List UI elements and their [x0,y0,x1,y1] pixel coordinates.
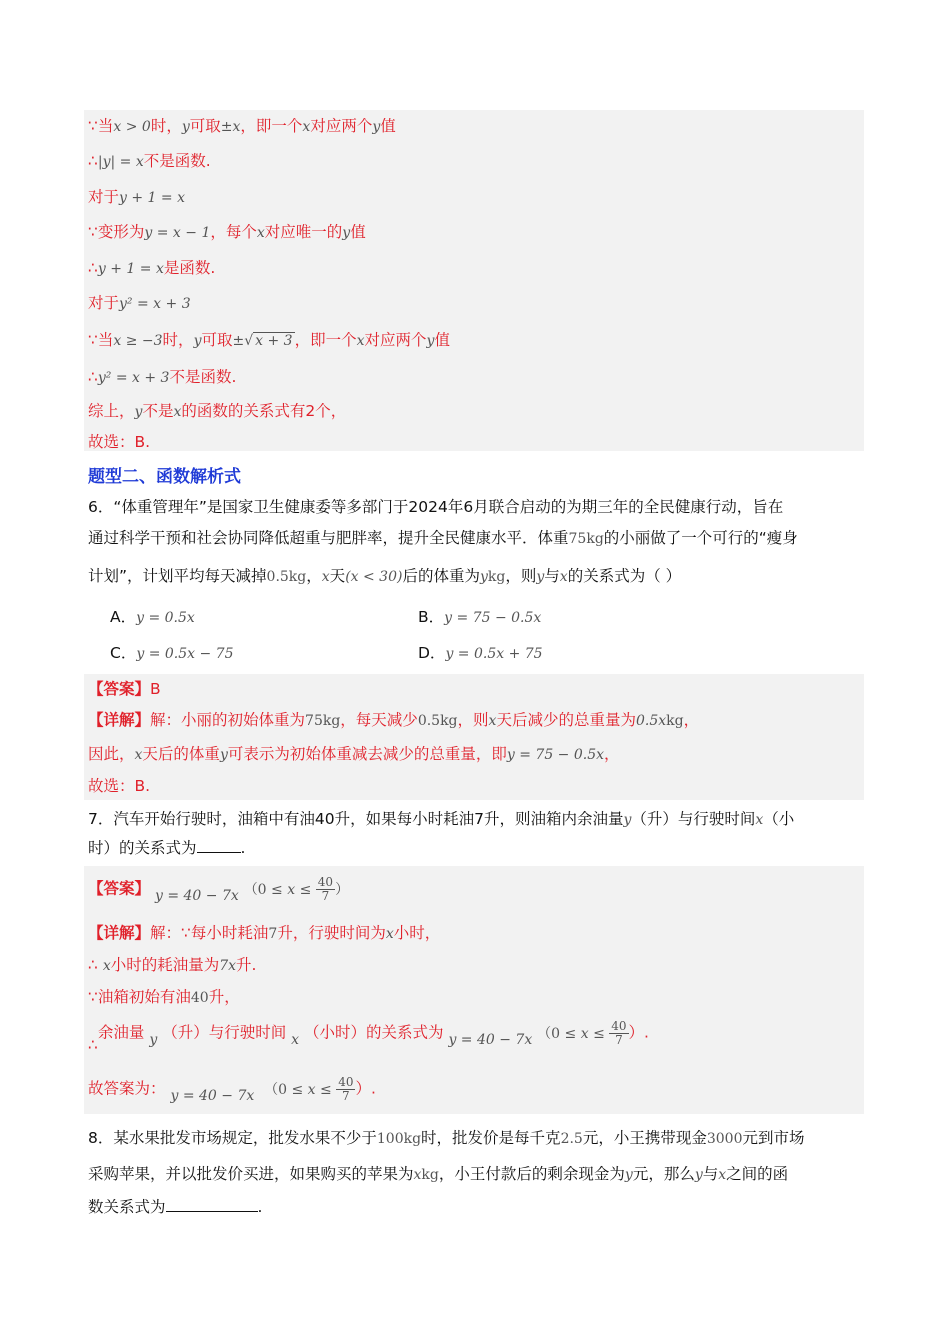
solution-box-q6 [84,674,864,800]
question-8-text: 8．某水果批发市场规定，批发水果不少于100kg时，批发价是每千克2.5元，小王携带现金3000元到市场 [88,1129,805,1147]
detail-line: ∴余油量 y （升）与行驶时间 x （小时）的关系式为 y = 40 − 7x （0 ≤ x ≤ $\frac{40}{7}$ ）. [88,1019,649,1054]
question-6-text: 6．“体重管理年”是国家卫生健康委等多部门于2024年6月联合启动的为期三年的全民健康行动，旨在 [88,498,784,516]
detail-line: 故答案为： y = 40 − 7x （0 ≤ x ≤ $\frac{40}{7}$ ）. [88,1075,376,1104]
detail-line: ∵油箱初始有油40升， [88,988,240,1006]
question-8-text: 数关系式为 . [88,1198,263,1216]
solution-line: ∵当x ≥ −3时，y可取±√ x + 3 ，即一个x对应两个y值 [88,331,450,349]
option-d[interactable]: D．y = 0.5x + 75 [418,644,543,662]
solution-line: 故选：B. [88,433,151,451]
answer-line: 【答案】B [88,680,161,698]
question-6-text: 计划”，计划平均每天减掉0.5kg，x天(x < 30)后的体重为ykg，则y与x的关系式为（ ） [88,567,682,585]
question-7-text: 时）的关系式为 . [88,839,246,857]
solution-line: 对于y + 1 = x [88,188,185,206]
answer-blank[interactable] [197,838,241,853]
solution-line: ∴y² = x + 3不是函数. [88,368,237,386]
detail-line: 故选：B. [88,777,151,795]
solution-line: ∵当x > 0时，y可取±x，即一个x对应两个y值 [88,117,396,135]
detail-line: 因此，x天后的体重y可表示为初始体重减去减少的总重量，即y = 75 − 0.5x， [88,745,620,763]
question-6-text: 通过科学干预和社会协同降低超重与肥胖率，提升全民健康水平．体重75kg的小丽做了一个可行的“瘦身 [88,529,798,547]
solution-line: ∵变形为y = x − 1，每个x对应唯一的y值 [88,223,366,241]
answer-blank[interactable] [166,1197,258,1212]
answer-line: 【答案】 y = 40 − 7x （0 ≤ x ≤ $\frac{40}{7}$ ） [88,875,350,904]
solution-line: 综上，y不是x的函数的关系式有2个， [88,402,347,420]
question-8-text: 采购苹果，并以批发价买进，如果购买的苹果为xkg，小王付款后的剩余现金为y元，那么y与x之间的函 [88,1165,789,1183]
solution-line: ∴|y| = x不是函数. [88,152,211,170]
section-heading: 题型二、函数解析式 [88,467,241,487]
solution-line: ∴y + 1 = x是函数. [88,259,216,277]
option-c[interactable]: C．y = 0.5x − 75 [110,644,234,662]
detail-line: 【详解】解：小丽的初始体重为75kg，每天减少0.5kg，则x天后减少的总重量为0.5xkg， [88,711,700,729]
detail-line: ∴ x小时的耗油量为7x升. [88,956,257,974]
option-b[interactable]: B．y = 75 − 0.5x [418,608,542,626]
option-a[interactable]: A．y = 0.5x [110,608,195,626]
question-7-text: 7．汽车开始行驶时，油箱中有油40升，如果每小时耗油7升，则油箱内余油量y（升）与行驶时间x（小 [88,810,795,828]
solution-line: 对于y² = x + 3 [88,294,191,312]
detail-line: 【详解】解：∵每小时耗油7升，行驶时间为x小时， [88,924,441,942]
